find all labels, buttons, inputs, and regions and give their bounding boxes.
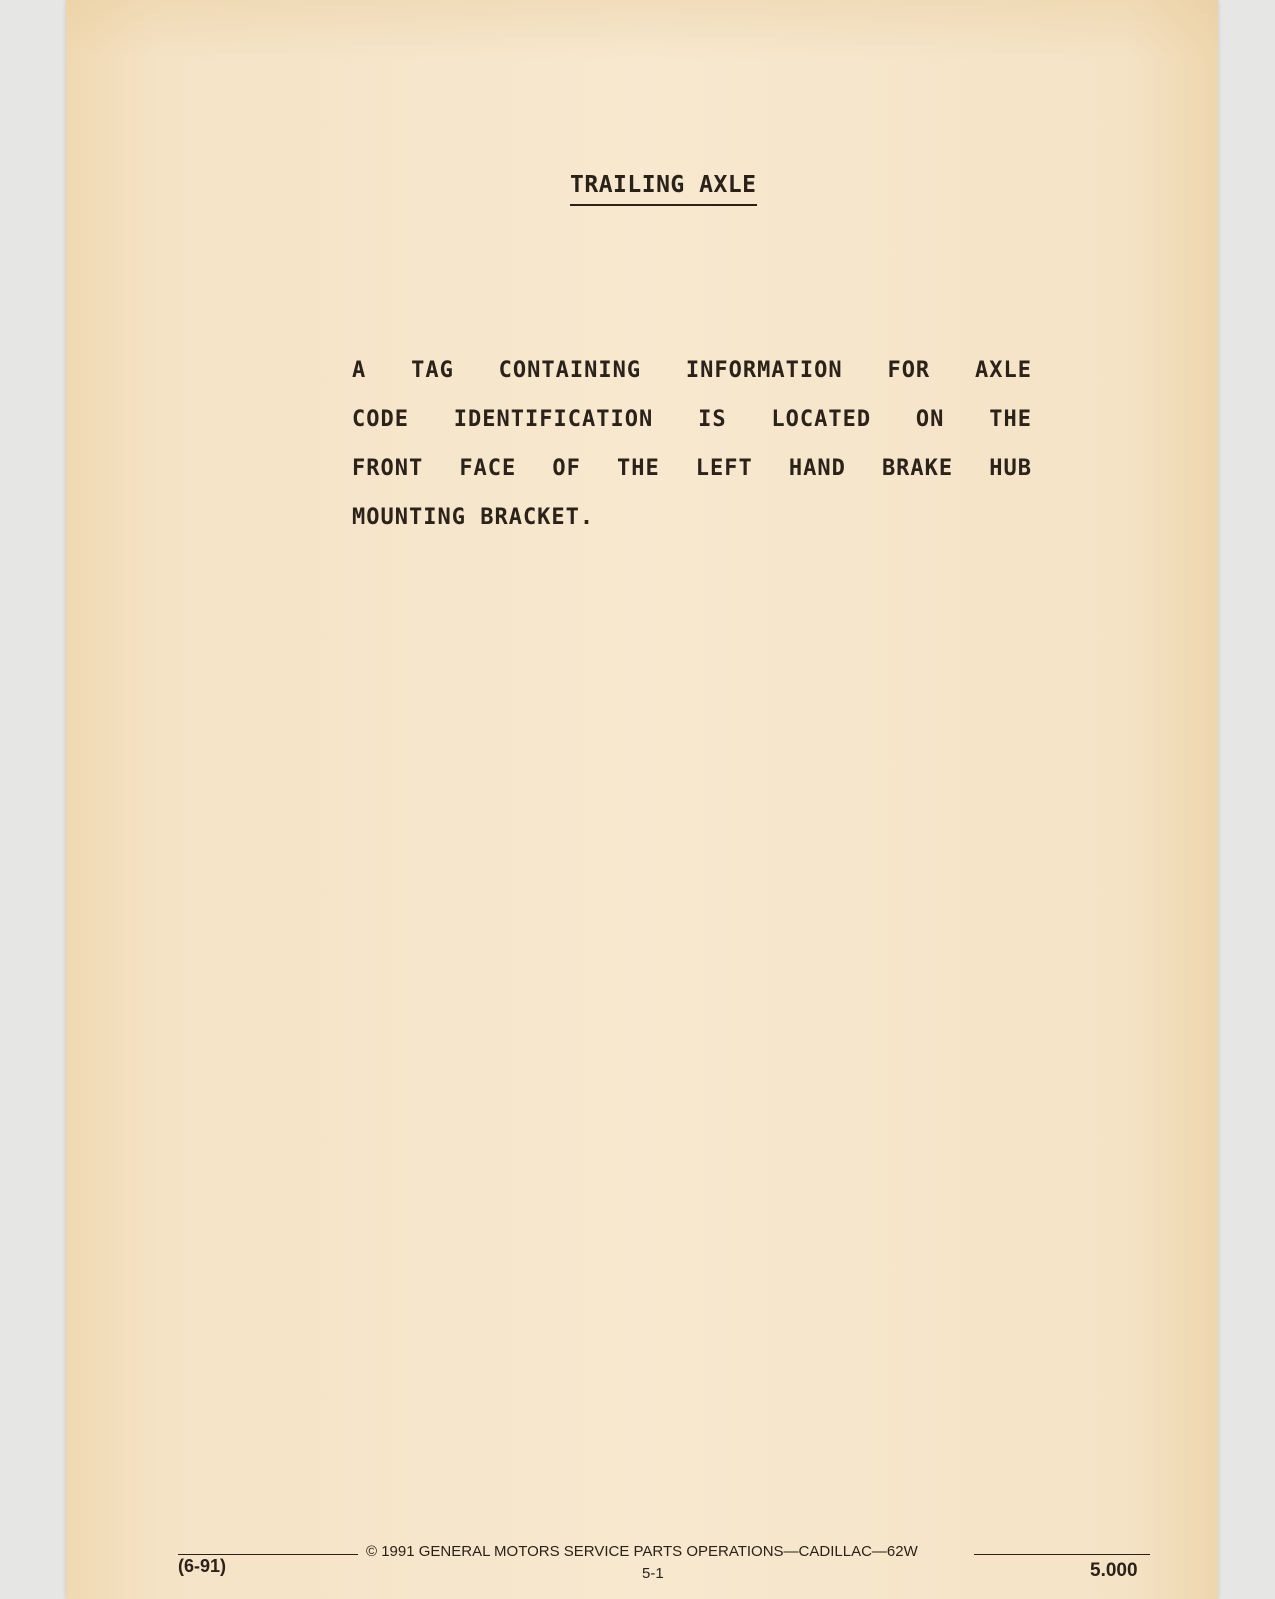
body-line: MOUNTING BRACKET.: [352, 505, 595, 530]
body-paragraph: [352, 346, 1032, 542]
body-line: FRONT FACE OF THE LEFT HAND BRAKE HUB: [352, 456, 1032, 481]
document-page: [66, 0, 1218, 1599]
footer-rule-right: [974, 1554, 1150, 1555]
footer-page-number: 5-1: [642, 1565, 664, 1582]
footer-copyright: © 1991 GENERAL MOTORS SERVICE PARTS OPERATIONS—CADILLAC—62W: [366, 1543, 918, 1560]
body-line: A TAG CONTAINING INFORMATION FOR AXLE: [352, 358, 1032, 383]
footer-rule-left: [178, 1554, 358, 1555]
footer-revision-date: (6-91): [178, 1556, 227, 1576]
paper-aging-shade: [66, 0, 1218, 60]
body-line: CODE IDENTIFICATION IS LOCATED ON THE: [352, 407, 1032, 432]
page-title: TRAILING AXLE: [570, 172, 757, 206]
footer-section-number: 5.000: [1090, 1560, 1138, 1581]
